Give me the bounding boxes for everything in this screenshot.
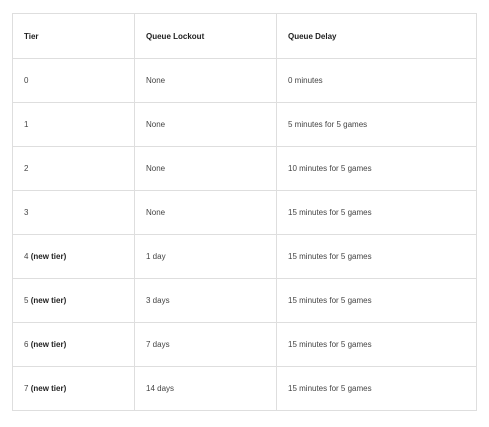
delay-cell: 15 minutes for 5 games: [277, 367, 477, 411]
table-row: [13, 191, 477, 235]
tier-cell: [13, 235, 135, 279]
table-row: [13, 147, 477, 191]
lockout-cell: None: [135, 191, 277, 235]
delay-cell: 15 minutes for 5 games: [277, 191, 477, 235]
tier-cell: [13, 103, 135, 147]
tier-number: 0: [24, 76, 29, 85]
lockout-cell: None: [135, 103, 277, 147]
tier-number: 7: [24, 384, 29, 393]
table-row: [13, 279, 477, 323]
tier-cell: [13, 367, 135, 411]
table-row: [13, 59, 477, 103]
lockout-cell: None: [135, 59, 277, 103]
header-queue-lockout: Queue Lockout: [135, 14, 277, 59]
tier-number: 1: [24, 120, 29, 129]
new-tier-label: (new tier): [30, 384, 67, 393]
header-row: [13, 14, 477, 59]
tier-cell: [13, 147, 135, 191]
lockout-cell: 7 days: [135, 323, 277, 367]
delay-cell: 10 minutes for 5 games: [277, 147, 477, 191]
new-tier-label: (new tier): [30, 340, 67, 349]
table-row: [13, 367, 477, 411]
tier-cell: [13, 279, 135, 323]
tier-penalty-table: [12, 13, 477, 411]
lockout-cell: 14 days: [135, 367, 277, 411]
table-header: [13, 14, 477, 59]
delay-cell: 5 minutes for 5 games: [277, 103, 477, 147]
tier-cell: [13, 191, 135, 235]
delay-cell: 15 minutes for 5 games: [277, 235, 477, 279]
tier-cell: [13, 323, 135, 367]
delay-cell: 15 minutes for 5 games: [277, 279, 477, 323]
table-body: [13, 59, 477, 411]
tier-number: 5: [24, 296, 29, 305]
lockout-cell: 3 days: [135, 279, 277, 323]
tier-cell: [13, 59, 135, 103]
delay-cell: 0 minutes: [277, 59, 477, 103]
tier-number: 3: [24, 208, 29, 217]
header-queue-delay: Queue Delay: [277, 14, 477, 59]
tier-number: 6: [24, 340, 29, 349]
delay-cell: 15 minutes for 5 games: [277, 323, 477, 367]
table-row: [13, 323, 477, 367]
table-row: [13, 103, 477, 147]
lockout-cell: None: [135, 147, 277, 191]
new-tier-label: (new tier): [30, 252, 67, 261]
table-row: [13, 235, 477, 279]
header-tier: Tier: [13, 14, 135, 59]
tier-table-container: [12, 13, 476, 411]
tier-number: 2: [24, 164, 29, 173]
lockout-cell: 1 day: [135, 235, 277, 279]
new-tier-label: (new tier): [30, 296, 67, 305]
tier-number: 4: [24, 252, 29, 261]
